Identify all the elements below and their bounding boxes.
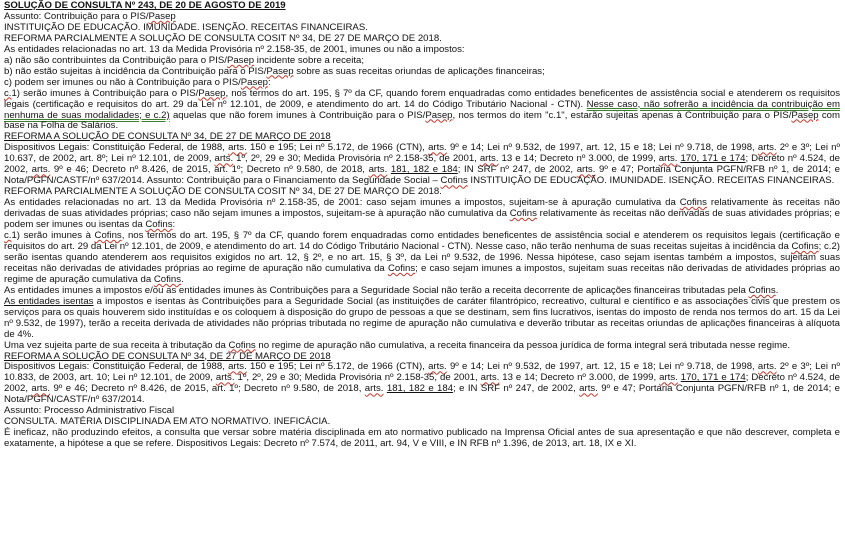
text-run: 1) serão imunes à Contribuição para o PIS/ xyxy=(11,87,199,99)
underlined-text: REFORMA A SOLUÇÃO DE CONSULTA Nº 34, DE 27 DE MARÇO DE 2018 xyxy=(4,131,331,143)
text-run: 9º e 14; Lei nº 9.532, de 1997, art. 12, 15 e 18; Lei nº 9.718, de 1998, xyxy=(446,361,758,373)
spell-check-underline: arts. xyxy=(215,372,235,384)
spell-check-underline: Cofins xyxy=(791,240,819,252)
text-run: sobre as suas receitas oriundas de aplicações financeiras; xyxy=(293,65,545,77)
text-run: INSTITUIÇÃO DE EDUCAÇÃO. IMUNIDADE. ISENÇÃO. RECEITAS FINANCEIRAS. xyxy=(467,175,835,187)
text-run: 9º e 14; Lei nº 9.532, de 1997, art. 12, 15 e 18; Lei nº 9.718, de 1998, xyxy=(446,142,758,154)
text-run: c) podem ser imunes ou não à Contribuição para o PIS/ xyxy=(4,76,241,88)
spell-check-underline: Cofins xyxy=(679,197,707,209)
text-run: 1º, 2º, 29 e 30; Medida Provisória nº 2.158-35, de 2001, xyxy=(234,372,481,384)
spell-check-underline: Cofins xyxy=(509,208,537,220)
text-run: , nos termos do art. 195, § 7º da CF, quando forem enquadradas como entidades beneficentes de assistência social e atenderem os requisitos legais (certificação e requisitos do art. 29 da Lei nº 12.101, de 2009, e atendimento do art. 14 do Código Tributário Nacional - CTN). xyxy=(4,87,840,110)
grammar-check-underline: Nesse caso, não sofrerão a incidência da contribuição em nenhuma de suas modalidades; e c.2) xyxy=(4,98,840,121)
spell-check-underline: Pasep xyxy=(425,109,453,121)
spell-check-underline: Cofins xyxy=(748,284,776,296)
spell-check-underline: arts. xyxy=(31,383,51,395)
spell-check-underline: arts. xyxy=(228,361,247,373)
text-run: com base na Folha de Salários. xyxy=(4,109,841,132)
text-run: As entidades imunes a impostos e/ou as entidades imunes às Contribuições para a Seguridade Social não terão a receita decorrente de aplicações financeiras tributadas pela xyxy=(4,284,749,296)
text-run: Assunto: Processo Administrativo Fiscal xyxy=(4,405,175,417)
spell-check-underline: arts. xyxy=(658,153,678,165)
text-run: relativamente às receitas não derivadas de suas atividades próprias; e podem ser imunes ou isentas da xyxy=(4,208,840,231)
spell-check-underline: arts. xyxy=(214,153,234,165)
text-run: ; e caso sejam imunes a impostos, sujeitam suas receitas não derivadas de atividades próprias ao regime de apuração cumulativa da xyxy=(4,262,841,285)
spell-check-underline: arts. xyxy=(31,164,51,176)
spell-check-underline: c. xyxy=(4,87,12,99)
text-run: aquelas que não forem imunes à Contribuição para o PIS/ xyxy=(169,109,426,121)
text-run: 9º e 47; Portaria Conjunta PGFN/RFB nº 1, de 2014; e Nota/PGFN/CASTF/nº 637/2014. xyxy=(4,383,841,406)
spell-check-underline: Pasep xyxy=(240,76,268,88)
spell-check-underline: Cofins xyxy=(387,262,416,274)
text-run: REFORMA PARCIALMENTE A SOLUÇÃO DE CONSULTA COSIT Nº 34, DE 27 DE MARÇO DE 2018. xyxy=(4,186,442,198)
text-run: a) não são contribuintes da Contribuição para o PIS/ xyxy=(4,54,227,66)
spell-check-underline: arts. xyxy=(757,361,777,373)
spell-check-underline: arts. xyxy=(757,142,777,154)
spell-check-underline: Cofins xyxy=(153,273,182,285)
underlined-text: REFORMA A SOLUÇÃO DE CONSULTA Nº 34, DE 27 DE MARÇO DE 2018 xyxy=(4,350,331,362)
spell-check-underline: Cofins xyxy=(94,230,122,242)
text-run: Dispositivos Legais: Constituição Federal, de 1988, xyxy=(4,142,229,154)
text-run: Uma vez sujeita parte de sua receita à tributação da xyxy=(4,339,229,351)
spell-check-underline: arts. xyxy=(364,383,384,395)
paragraph xyxy=(4,231,840,286)
text-run: , nos termos do art. 195, § 7º da CF, quando forem enquadradas como entidades beneficentes de assistência social e atenderem os requisitos legais (certificação e requisitos do art. 29 da Lei nº 12.101, de 2009, e atendimento do art. 14 do Código Tributário Nacional - CTN). Nesse caso, não terão nenhuma de suas receitas sujeitas à incidência da xyxy=(4,230,840,252)
underlined-text: 181, 182 e 184 xyxy=(390,164,458,176)
paragraph xyxy=(4,297,840,341)
text-run: incidente sobre a receita; xyxy=(254,54,365,66)
underlined-text: 181, 182 e 184 xyxy=(386,383,454,395)
underlined-text: 170, 171 e 174 xyxy=(680,153,746,165)
text-run: 9º e 46; Decreto nº 8.426, de 2015, art. 1º; Decreto nº 9.580, de 2018, xyxy=(50,164,369,176)
text-run: ; e IN SRF nº 247, de 2002, xyxy=(453,383,580,395)
spell-check-underline: Pasep xyxy=(198,87,226,99)
spell-check-underline: Cofins xyxy=(440,175,468,187)
text-run: CONSULTA. MATÉRIA DISCIPLINADA EM ATO NORMATIVO. INEFICÁCIA. xyxy=(4,416,331,428)
text-run: ; Decreto nº 4.524, de 2002, xyxy=(4,153,840,176)
text-run: SOLUÇÃO DE CONSULTA Nº 243, DE 20 DE AGOSTO DE 2019 xyxy=(4,0,286,11)
text-run: Dispositivos Legais: Constituição Federal, de 1988, xyxy=(4,361,229,373)
text-run: As entidades relacionadas no art. 13 da Medida Provisória nº 2.158-35, de 2001: caso sejam imunes a impostos, sujeitam-se à apuração cumulativa da xyxy=(4,197,680,209)
text-run: no regime de apuração não cumulativa, a receita financeira da pessoa jurídica de forma integral será tributada nesse regime. xyxy=(255,339,791,351)
text-run: 2º e 3º; Lei nº 10.833, de 2003, art. 10; Lei nº 12.101, de 2009, xyxy=(4,361,841,384)
spell-check-underline: Cofins xyxy=(228,339,256,351)
spell-check-underline: arts. xyxy=(428,361,447,373)
text-run: 2º e 3º; Lei nº 10.637, de 2002, art. 8º; Lei nº 12.101, de 2009, xyxy=(4,142,841,165)
spell-check-underline: Pasep xyxy=(148,10,176,22)
text-run: . xyxy=(181,273,184,285)
text-run: ; Decreto nº 4.524, de 2002, xyxy=(4,372,840,395)
text-run: REFORMA PARCIALMENTE A SOLUÇÃO DE CONSULTA COSIT Nº 34, DE 27 DE MARÇO DE 2018. xyxy=(4,32,442,44)
text-run: Assunto: Contribuição para o PIS/ xyxy=(4,10,149,22)
spell-check-underline: arts. xyxy=(480,372,500,384)
spell-check-underline: arts. xyxy=(368,164,388,176)
document-body xyxy=(4,1,840,450)
spell-check-underline: arts. xyxy=(228,142,247,154)
text-run: : xyxy=(172,219,176,231)
text-run: a impostos e isentas às Contribuições para a Seguridade Social (as instituições de caráter filantrópico, recreativo, cultural e científico e as associações civis que prestem os serviços para os quais houverem sido instituídas e os coloquem à disposição do grupo de pessoas a que se destinam, sem fins lucrativos, isentas do imposto de renda nos termos do art. 15 da Lei nº 9.532, de 1997), terão a receita derivada de atividades não próprias tributada no regime de apuração não cumulativa e deverão tributar as receitas oriundas de aplicações financeiras à alíquota de 4%. xyxy=(4,295,840,340)
text-run: 9º e 46; Decreto nº 8.426, de 2015, art. 1º; Decreto nº 9.580, de 2018, xyxy=(50,383,365,395)
text-run: relativamente às receitas não derivadas de suas atividades próprias; caso não sejam imunes a impostos, sujeitam-se à apuração não cumulativa da xyxy=(4,197,840,220)
text-run: É ineficaz, não produzindo efeitos, a consulta que versar sobre matéria disciplinada em ato normativo publicado na Imprensa Oficial antes de sua apresentação e que não descrever, completa e exatamente, a hipótese a que se refere. Dispositivos Legais: Decreto nº 7.574, de 2011, art. 94, V e VIII, e IN RFB nº 1.396, de 2013, art. 18, IX e XI. xyxy=(4,427,840,450)
spell-check-underline: arts. xyxy=(659,372,678,384)
text-run: : xyxy=(267,76,271,88)
paragraph xyxy=(4,143,840,187)
text-run: 9º e 47; Portaria Conjunta PGFN/RFB nº 1, de 2014; e Nota/PGFN/CASTF/nº 637/2014. Assunto: Contribuição para o Financiamento da Seguridade Social – xyxy=(4,164,841,187)
text-run: ; IN SRF nº 247, de 2002, xyxy=(457,164,577,176)
paragraph xyxy=(4,428,840,450)
spell-check-underline: Pasep xyxy=(266,65,294,77)
text-run: b) não estão sujeitas à incidência da Contribuição para o PIS/ xyxy=(4,65,267,77)
paragraph xyxy=(4,198,840,231)
text-run: 150 e 195; Lei nº 5.172, de 1966 (CTN), xyxy=(246,142,429,154)
text-run: As entidades relacionadas no art. 13 da Medida Provisória nº 2.158-35, de 2001, imunes ou não a impostos: xyxy=(4,43,465,55)
underlined-text: As entidades isentas xyxy=(4,295,94,307)
spell-check-underline: arts. xyxy=(579,383,598,395)
spell-check-underline: arts. xyxy=(576,164,596,176)
text-run: 13 e 14; Decreto nº 3.000, de 1999, xyxy=(499,372,660,384)
spell-check-underline: arts. xyxy=(479,153,499,165)
paragraph xyxy=(4,362,840,406)
spell-check-underline: Pasep xyxy=(791,109,819,121)
text-run: INSTITUIÇÃO DE EDUCAÇÃO. IMUNIDADE. ISENÇÃO. RECEITAS FINANCEIRAS. xyxy=(4,21,368,33)
text-run: . xyxy=(775,284,779,296)
spell-check-underline: Cofins xyxy=(145,219,173,231)
spell-check-underline: c. xyxy=(4,230,12,242)
text-run: ; c.2) serão isentas quando atenderem aos requisitos exigidos no art. 12, § 2º, e no art. 15, § 3º, da Lei nº 9.532, de 1996. Nessa hipótese, caso sejam isentas também a impostos, sujeitam suas receitas não derivadas de atividades próprias ao regime de apuração não cumulativa da xyxy=(4,240,840,274)
spell-check-underline: arts. xyxy=(428,142,447,154)
underlined-text: 170, 171 e 174 xyxy=(680,372,746,384)
spell-check-underline: Pasep xyxy=(226,54,255,66)
text-run: 1) serão imunes à xyxy=(11,230,95,242)
text-run: 1º, 2º, 29 e 30; Medida Provisória nº 2.158-35, de 2001, xyxy=(233,153,480,165)
text-run: 150 e 195; Lei nº 5.172, de 1966 (CTN), xyxy=(246,361,429,373)
paragraph xyxy=(4,89,840,133)
text-run: 13 e 14; Decreto nº 3.000, de 1999, xyxy=(498,153,659,165)
text-run: , nos termos do item "c.1", estarão sujeitas apenas à Contribuição para o PIS/ xyxy=(452,109,792,121)
